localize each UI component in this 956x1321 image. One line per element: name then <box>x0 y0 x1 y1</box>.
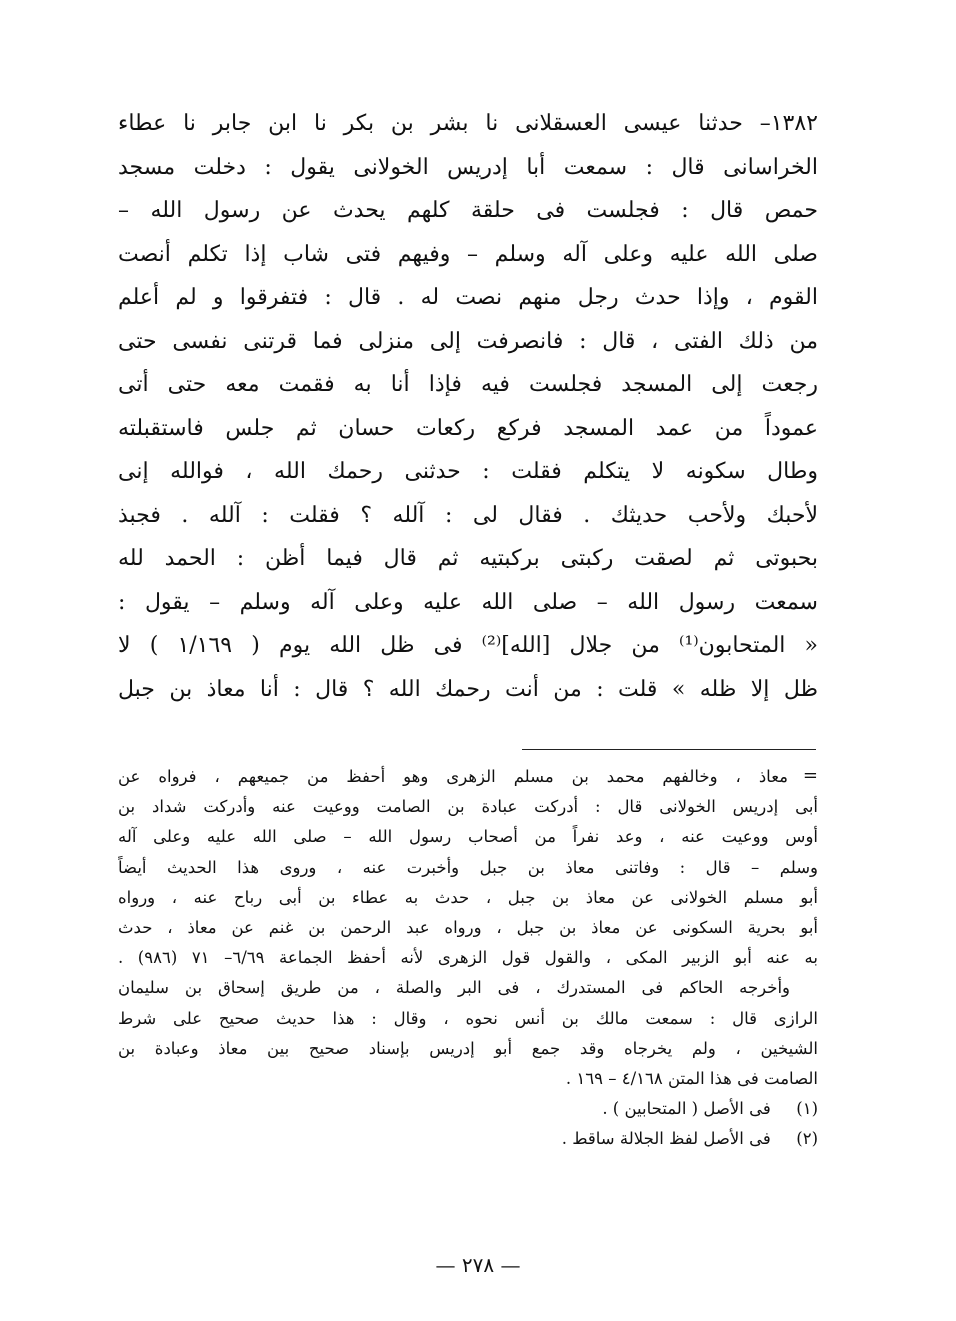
hadith-line: حمص قال : فجلست فى حلقة كلهم يحدث عن رسول الله – <box>118 198 818 223</box>
note-line: معاذ ، وخالفهم محمد بن مسلم الزهرى وهو أحفظ من جميعهم ، فرواه عن <box>118 767 788 786</box>
hadith-line: لأحبك ولأحب حديثك . فقال لى : آلله ؟ فقلت : آلله . فجبذ <box>118 502 818 528</box>
page-number: — ٢٧٨ — <box>435 1253 521 1277</box>
hadith-line: الخراسانى قال : سمعت أبا إدريس الخولانى يقول : دخلت مسجد <box>118 154 818 180</box>
note-line: الشيخين ، ولم يخرجاه وقد جمع أبو إدريس بإسناد صحيح بين معاذ وعبادة بن <box>118 1038 818 1058</box>
footnote-text: فى الأصل لفظ الجلالة ساقط . <box>561 1129 771 1149</box>
hadith-line: « المتحابون⁽¹⁾ من جلال [الله]⁽²⁾ فى ظل الله يوم ( ١/١٦٩ ) لا <box>118 633 818 658</box>
hadith-line: ظل إلا ظله » قلت : من أنت رحمك الله ؟ قال : أنا معاذ بن جبل <box>118 676 818 702</box>
note-line: أوس ووعيت عنه ، وعد نفراً من أصحاب رسول الله – صلى الله عليه وعلى آله <box>118 827 818 847</box>
footnote-number: (٢) <box>796 1129 818 1149</box>
continuation-mark: = <box>802 765 818 786</box>
note-line: الرازى قال : سمعت مالك بن أنس نحوه ، وقال : هذا حديث صحيح على شرط <box>118 1008 818 1028</box>
hadith-line: بحبوتى ثم لصقت ركبتى بركبتيه ثم قال فيما أظن : الحمد لله <box>118 546 818 571</box>
note-line: به عنه أبو الزبير المكى ، والقول قول الزهرى لأنه أحفظ الجماعة ٦/٦٩– ٧١ (٩٨٦) . <box>118 948 818 968</box>
note-line: أبو بحرية السكونى عن معاذ بن جبل ، ورواه عبد الرحمن بن غنم عن معاذ ، حدث <box>118 917 818 937</box>
footnote-number: (١) <box>796 1099 818 1119</box>
footnote-1 <box>118 1094 818 1124</box>
note-line: أبو مسلم الخولانى عن معاذ بن جبل ، حدث به عطاء بن أبى رباح عنه ، ورواه <box>118 887 818 907</box>
hadith-line: رجعت إلى المسجد فجلست فيه فإذا أنا به فقمت معه حتى أتى <box>118 372 818 397</box>
hadith-line: من ذلك الفتى ، قال : فانصرفت إلى منزلى فما قرتنى نفسى حتى <box>118 328 818 354</box>
hadith-text <box>118 102 818 711</box>
note-line: وسلم – قال : وفاتنى معاذ بن جبل وأخبرت عنه ، وروى هذا الحديث أيضاً <box>118 857 818 877</box>
hadith-line: القوم ، وإذا حدث رجل منهم نصت له . قال : فتفرقوا و لم أعلم <box>118 285 818 310</box>
hadith-line: سمعت رسول الله – صلى الله عليه وعلى آله وسلم – يقول : <box>118 589 818 615</box>
note-line: الصامت فى هذا المتن ٤/١٦٨ – ١٦٩ . <box>565 1068 818 1088</box>
footnote-2 <box>118 1124 818 1154</box>
hadith-line: وطال سكونه لا يتكلم فقلت : حدثنى رحمك الله ، فوالله إنى <box>118 459 818 484</box>
hadith-line: عموداً من عمد المسجد فركع ركعات حسان ثم جلس فاستقبلته <box>118 415 818 441</box>
commentary-notes <box>118 762 818 1154</box>
footnote-text: فى الأصل ( المتحابين ) . <box>602 1099 771 1119</box>
note-line: وأخرجه الحاكم فى المستدرك ، فى البر والصلة ، من طريق إسحاق بن سليمان <box>118 978 790 998</box>
hadith-line: ١٣٨٢– حدثنا عيسى العسقلانى نا بشر بن بكر نا ابن جابر نا عطاء <box>118 111 818 136</box>
hadith-line: صلى الله عليه وعلى آله وسلم – وفيهم فتى شاب إذا تكلم أنصت <box>118 241 818 267</box>
footnote-separator <box>522 749 816 750</box>
note-line: أبى إدريس الخولانى قال : أدركت عبادة بن الصامت ووعيت عنه وأدركت شداد بن <box>118 797 818 817</box>
